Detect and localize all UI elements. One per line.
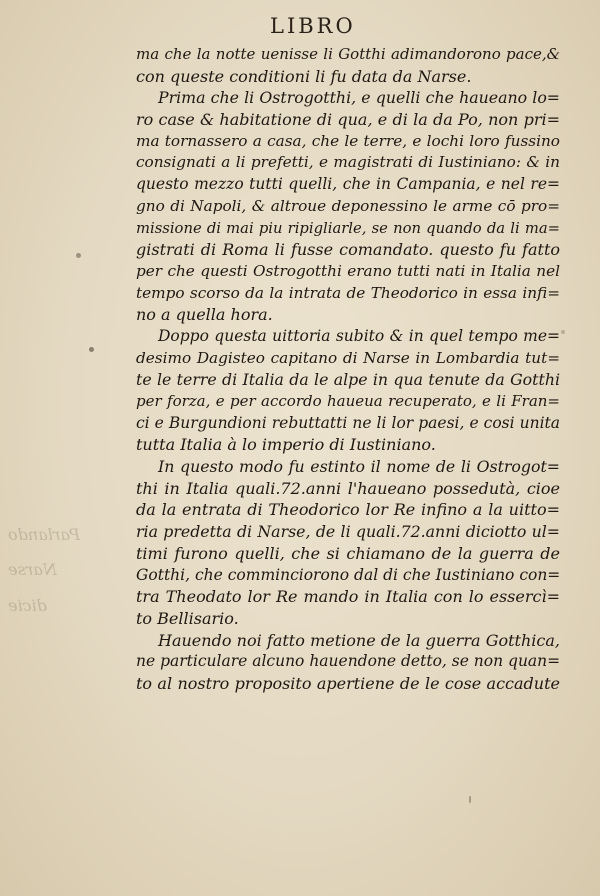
- text-line: no a quella hora.: [136, 305, 273, 325]
- text-line: gistrati di Roma li fusse comandato. questo fu fatto: [136, 240, 560, 260]
- text-line: ro case & habitatione di qua, e di la da Po, non pri=: [136, 110, 560, 130]
- text-line: per che questi Ostrogotthi erano tutti nati in Italia nel: [136, 261, 560, 280]
- text-line: ria predetta di Narse, de li quali.72.anni diciotto ul=: [136, 522, 560, 542]
- text-line: con queste conditioni li fu data da Narse.: [136, 66, 472, 86]
- paper-spot: [561, 330, 565, 334]
- text-line: gno di Napoli, & altroue deponessino le arme cō pro=: [136, 196, 560, 215]
- text-line: ma che la notte uenisse li Gotthi adimandorono pace,&: [136, 45, 560, 63]
- text-line: timi furono quelli, che si chiamano de la guerra de: [136, 543, 560, 563]
- text-line: desimo Dagisteo capitano di Narse in Lombardia tut=: [136, 348, 560, 367]
- text-line: thi in Italia quali.72.anni l'haueano possedutà, cioe: [136, 478, 560, 498]
- text-line: Doppo questa uittoria subito & in quel tempo me=: [158, 326, 560, 345]
- text-line: to al nostro proposito apertiene de le cose accadute: [136, 673, 560, 693]
- text-line: consignati a li prefetti, e magistrati di Iustiniano: & in: [136, 153, 560, 172]
- text-line: ne particulare alcuno hauendone detto, se non quan=: [136, 652, 560, 671]
- text-line: da la entrata di Theodorico lor Re infino a la uitto=: [136, 500, 560, 520]
- show-through-text: Narse: [8, 560, 57, 579]
- paper-spot: [76, 253, 81, 258]
- text-line: In questo modo fu estinto il nome de li Ostrogot=: [158, 457, 560, 477]
- paper-spot: [469, 796, 471, 803]
- text-line: te le terre di Italia da le alpe in qua tenute da Gotthi: [136, 370, 560, 390]
- text-line: questo mezzo tutti quelli, che in Campania, e nel re=: [136, 175, 560, 194]
- text-line: tutta Italia à lo imperio di Iustiniano.: [136, 435, 436, 455]
- text-line: per forza, e per accordo haueua recuperato, e li Fran=: [136, 392, 560, 410]
- text-line: Gotthi, che comminciorono dal di che Iustiniano con=: [136, 565, 560, 584]
- paper-spot: [89, 347, 94, 352]
- text-line: tra Theodato lor Re mando in Italia con lo essercì=: [136, 587, 560, 607]
- text-line: ma tornassero a casa, che le terre, e lochi loro fussino: [136, 131, 560, 150]
- text-line: to Bellisario.: [136, 608, 239, 628]
- text-line: tempo scorso da la intrata de Theodorico in essa infi=: [136, 283, 560, 302]
- running-head: LIBRO: [270, 14, 356, 38]
- show-through-text: Parlando: [8, 525, 81, 544]
- text-line: Prima che li Ostrogotthi, e quelli che haueano lo=: [158, 88, 560, 108]
- body-text: [136, 44, 560, 695]
- text-line: Hauendo noi fatto metione de la guerra Gotthica,: [158, 630, 560, 650]
- text-line: missione di mai piu ripigliarle, se non quando da li ma=: [136, 219, 560, 237]
- show-through-text: dicie: [8, 596, 47, 615]
- text-line: ci e Burgundioni rebuttatti ne li lor paesi, e cosi unita: [136, 413, 560, 432]
